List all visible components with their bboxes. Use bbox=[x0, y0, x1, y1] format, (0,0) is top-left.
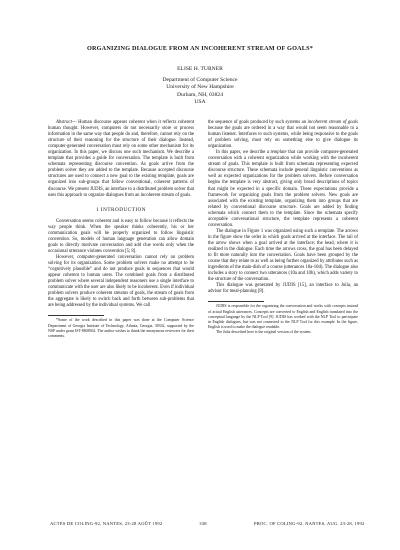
intro-paragraph-1: Conversation seems coherent and is easy to follow because it reflects the way people think. When the speaker thinks coherently, his or her communication goals will be properly organized to follow linguistic convention. So, models of human language generation can allow domain goals to directly motivate conversation and add clue words only when the occasional utterance violates convention [5; 8]. bbox=[48, 218, 194, 254]
author-department: Department of Computer Science bbox=[162, 76, 238, 83]
right-paragraph-3: The dialogue in Figure 1 was organized using such a template. The arrows in the figure show the order in which goals arrived at the interface. The tail of the arrow shows when a goal arrived at the interface; the head, where it is realized in the dialogue. Each time the arrows cross, the goal has been delayed to fit more naturally into the conversation. Goals have been grouped by the course that they relate to as well as being further organized by attributes such as ingredients of the main-dish of a course (utterances 18a-10d). The dialogue also includes a story to connect two utterances (10a and 10b), which adds variety to the structure of the conversation. bbox=[208, 228, 358, 283]
right-paragraph-1-start: the sequence of goals produced by such systems an bbox=[208, 120, 308, 125]
footnote-rule bbox=[48, 315, 104, 316]
left-column bbox=[48, 120, 194, 339]
right-column bbox=[208, 120, 358, 336]
abstract-label: Abstract bbox=[56, 120, 72, 125]
right-paragraph-1 bbox=[208, 120, 358, 150]
footer-left: ACTES DE COLING-92, NANTES, 23-28 AOÛT 1992 bbox=[50, 521, 163, 526]
author-name: ELISE H. TURNER bbox=[177, 66, 223, 72]
author-block bbox=[0, 66, 400, 107]
right-paragraph-4: This dialogue was generated by JUDIS [15], an interface to Julia, an advisor for meal-planning [8]. bbox=[208, 283, 358, 295]
footnote-left: *Some of the work described in this paper was done at the Computer Science Department of Georgia Institute of Technology, Atlanta, Georgia, 30332, supported by the NSF under grant IST-8608362. The author wishes to thank the anonymous reviewers for their comments. bbox=[48, 318, 194, 338]
abstract bbox=[48, 120, 194, 199]
right-paragraph-2-end: that can provide computer-generated conversation with a coherent organization while working with the incoherent stream of goals. This template is built from schemata representing expected discourse structure. These schemata include general linguistic conventions as well as expected organizations for the problem solvers. Before conversation begins the template is very abstract, giving only broad descriptions of topics that might be expected in a specific domain. These expectations provide a framework for organizing goals from the problem solvers. New goals are associated with the existing template, organizing them into groups that are related by conventional discourse structure. Goals are added by finding schemata which connect them to the template. Since the schemata specify acceptable conversational structure, the template represents a coherent conversation. bbox=[208, 150, 358, 228]
footnote-right-2: The Julia described here is the original version of the system. bbox=[216, 330, 312, 335]
footnote-rule bbox=[208, 301, 264, 302]
abstract-text: — Human discourse appears coherent when it reflects coherent human thought. However, computers do not necessarily store or process information in the same way that people do and, therefore, cannot rely on the structure of their reasoning for the structure of their dialogue. Instead, computer-generated conversation must rely on some other mechanism for its organization. In this paper, we discuss one such mechanism. We describe a template that provides a guide for conversation. The template is built from schemata representing discourse convention. As goals arrive from the problem solver they are added to the template. Because accepted discourse structures are used to connect a new goal to the existing template, goals are organized into sub-groups that follow conventional, coherent patterns of discourse. We present JUDIS, an interface to a distributed problem solver that uses this approach to organize dialogues from an incoherent stream of goals. bbox=[48, 120, 194, 198]
paper-title: ORGANIZING DIALOGUE FROM AN INCOHERENT STREAM OF GOALS* bbox=[86, 45, 314, 52]
right-paragraph-1-emphasis: incoherent stream of goals bbox=[307, 120, 358, 125]
right-paragraph-1-end: because the goals are ordered in a way that would not seem reasonable to a human listener. Interfaces to such systems, while being responsive to the goals of problem solving, must rely on something else to give dialogue its organization. bbox=[208, 126, 358, 150]
right-paragraph-2-start: In this paper, we describe a bbox=[216, 150, 271, 156]
footer-right: PROC. OF COLING-92, NANTES, AUG. 23-28, 1992 bbox=[254, 521, 365, 526]
intro-paragraph-2: However, computer-generated conversation cannot rely on problem solving for its organization. Some problem solvers make no attempt to be “cognitively plausible” and do not produce goals in sequences that would appear coherent to human users. The combined goals from a distributed problem solver where several independent reasoners use a single interface to communicate with the user are also likely to be incoherent. Even if individual problem solvers produce coherent streams of goals, the stream of goals from the aggregate is likely to switch back and forth between sub-problems that are being addressed by the individual systems. We call bbox=[48, 254, 194, 309]
author-country: USA bbox=[194, 99, 206, 106]
right-paragraph-2-emphasis: template bbox=[270, 150, 287, 156]
page-number: 338 bbox=[199, 521, 207, 526]
right-paragraph-2 bbox=[208, 150, 358, 229]
author-university: University of New Hampshire bbox=[166, 84, 234, 91]
footnote-right-1: JUDIS is responsible for the organizing the conversation and works with concepts instead of actual English utterances. Concepts are converted to English and English translated into the conceptual language by the NLP Tool [9]. JUDIS has worked with the NLP Tool to participate in English dialogues, but was not connected to the NLP Tool for this example. In the figure, English is used to make the dialogue readable. bbox=[208, 304, 358, 330]
author-city: Durham, NH, 03824 bbox=[177, 91, 223, 98]
section-heading-introduction: 1 INTRODUCTION bbox=[95, 206, 147, 213]
